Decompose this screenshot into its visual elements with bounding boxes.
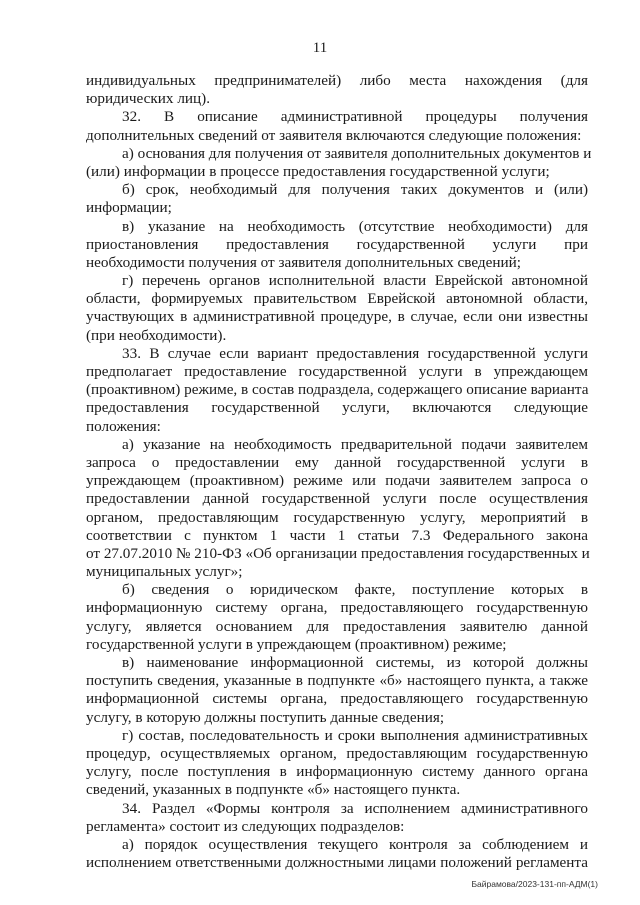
text-line: сведений, указанных в подпункте «б» настоящего пункта. (86, 781, 461, 799)
text-line: упреждающем (проактивном) режиме или подачи заявителем запроса о (86, 472, 588, 490)
text-line: органом, предоставляющим государственную услугу, мероприятий в (86, 508, 588, 526)
text-line: в) указание на необходимость (отсутствие необходимости) для (122, 217, 588, 235)
text-line: юридических лиц). (86, 90, 211, 108)
text-line: услугу, является основанием для предоставления заявителю данной (86, 617, 588, 635)
text-line: услугу, после поступления в информационную систему данного органа (86, 763, 588, 781)
text-line: предоставлении данной государственной услуги после осуществления (86, 490, 588, 508)
text-line: информации; (86, 199, 172, 217)
text-line: запроса о предоставлении ему данной государственной услуги в (86, 453, 588, 471)
text-line: 32. В описание административной процедуры получения (122, 108, 588, 126)
text-line: 34. Раздел «Формы контроля за исполнением административного (122, 799, 588, 817)
text-line: процедур, осуществляемых органом, предоставляющим государственную (86, 744, 588, 762)
text-line: приостановления предоставления государственной услуги при (86, 235, 588, 253)
text-line: соответствии с пунктом 1 части 1 статьи 7.3 Федерального закона (86, 526, 588, 544)
text-line: (проактивном) режиме, в состав подраздела, содержащего описание варианта (86, 381, 589, 399)
text-line: (или) информации в процессе предоставления государственной услуги; (86, 162, 550, 180)
text-line: а) указание на необходимость предварительной подачи заявителем (122, 435, 588, 453)
text-line: в) наименование информационной системы, из которой должны (122, 654, 588, 671)
text-line: информационной системы органа, предоставляющего государственную (86, 690, 588, 708)
text-line: исполнением ответственными должностными лицами положений регламента (86, 854, 588, 872)
text-line: а) основания для получения от заявителя дополнительных документов и (122, 144, 592, 162)
text-line: б) сведения о юридическом факте, поступление которых в (122, 581, 588, 599)
text-line: области, формируемых правительством Еврейской автономной области, (86, 290, 588, 308)
text-line: от 27.07.2010 № 210-ФЗ «Об организации предоставления государственных и (86, 544, 590, 562)
text-line: а) порядок осуществления текущего контроля за соблюдением и (122, 835, 588, 853)
page-number: 11 (312, 40, 328, 56)
text-line: участвующих в административной процедуре, в случае, если они известны (86, 308, 588, 326)
text-line: б) срок, необходимый для получения таких документов и (или) (122, 181, 588, 199)
text-line: необходимости получения от заявителя дополнительных сведений; (86, 253, 521, 271)
document-footer-code: Байрамова/2023-131-пп-АДМ(1) (471, 879, 598, 889)
text-line: (при необходимости). (86, 326, 227, 344)
text-line: индивидуальных предпринимателей) либо места нахождения (для (86, 72, 588, 89)
text-line: информационную систему органа, предоставляющего государственную (86, 599, 588, 617)
text-line: г) состав, последовательность и сроки выполнения административных (122, 726, 588, 744)
text-line: государственной услуги в упреждающем (проактивном) режиме; (86, 635, 507, 653)
body-text (86, 72, 592, 872)
text-line: г) перечень органов исполнительной власти Еврейской автономной (122, 272, 588, 290)
text-line: поступить сведения, указанные в подпункте «б» настоящего пункта, а также (86, 672, 588, 690)
text-line: муниципальных услуг»; (86, 563, 243, 581)
text-line: регламента» состоит из следующих подразделов: (86, 817, 405, 835)
text-line: положения: (86, 417, 161, 435)
text-line: услугу, в которую должны поступить данные сведения; (86, 708, 445, 726)
text-line: 33. В случае если вариант предоставления государственной услуги (122, 344, 588, 362)
text-line: предоставления государственной услуги, включаются следующие (86, 399, 588, 417)
text-line: дополнительных сведений от заявителя включаются следующие положения: (86, 126, 582, 144)
text-line: предполагает предоставление государственной услуги в упреждающем (86, 363, 588, 380)
